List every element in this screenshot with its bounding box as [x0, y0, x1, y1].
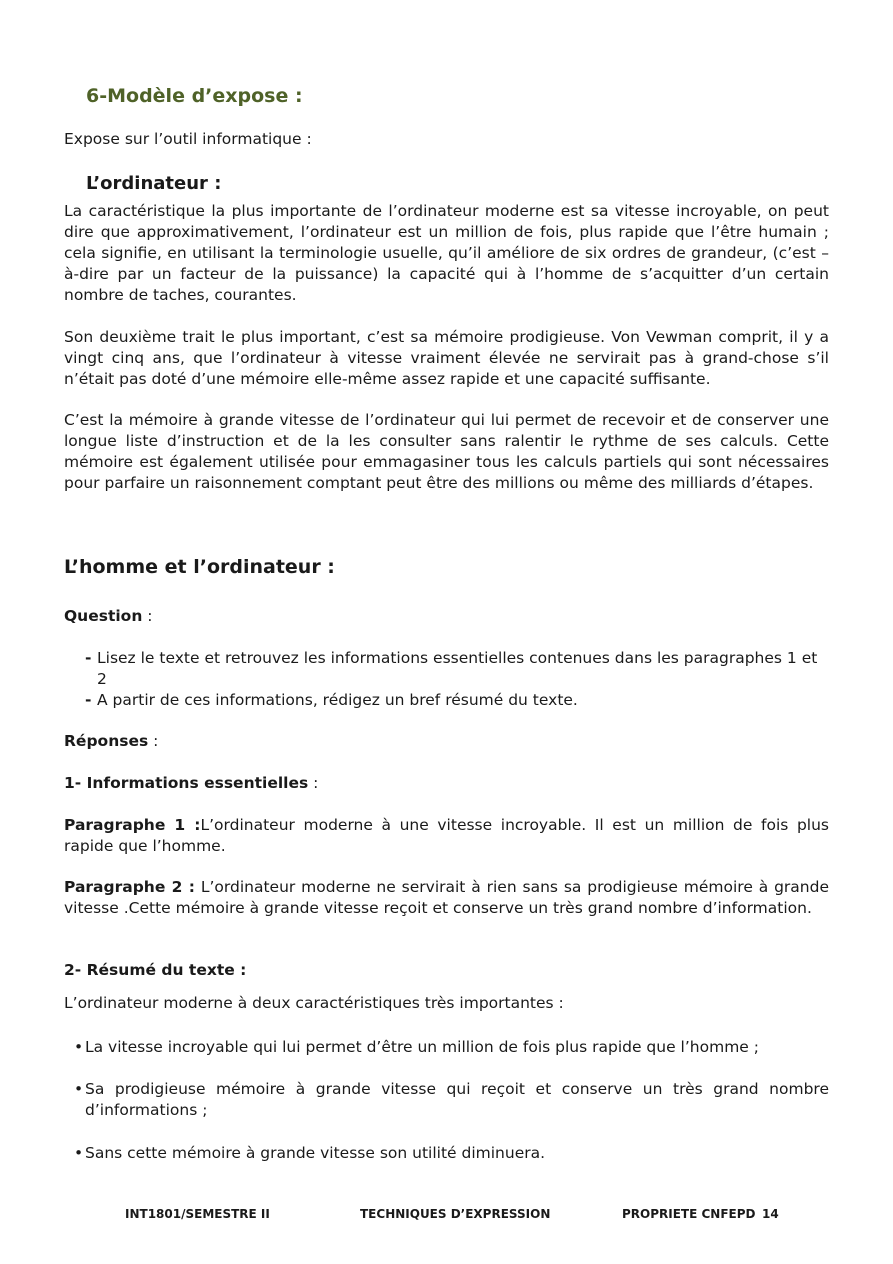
paragraph-3: C’est la mémoire à grande vitesse de l’ordinateur qui lui permet de recevoir et de conserver une longue liste d’instruction et de la les consulter sans ralentir le rythme de ses calculs. Cette mémoire est également utilisée pour emmagasiner tous les calculs partiels qui sont nécessaires pour parfaire un raisonnement comptant peut être des millions ou même des milliards d’étapes. [64, 411, 829, 492]
info-paragraph-1 [64, 815, 829, 857]
answers-heading [64, 731, 158, 752]
summary-item [74, 1143, 829, 1164]
bullet-marker: • [74, 1038, 84, 1056]
question-list [85, 648, 829, 711]
section2-title: L’homme et l’ordinateur : [64, 556, 335, 578]
summary-intro: L’ordinateur moderne à deux caractéristiques très importantes : [64, 994, 564, 1012]
info-heading [64, 773, 318, 794]
summary-item [74, 1037, 829, 1058]
question-text: A partir de ces informations, rédigez un bref résumé du texte. [97, 691, 578, 709]
question-item [85, 690, 829, 711]
para1-text: L’ordinateur moderne à une vitesse incroyable. Il est un million de fois plus rapide que l’homme. [64, 816, 829, 855]
info-paragraph-2 [64, 877, 829, 919]
subtitle-ordinateur: L’ordinateur : [86, 173, 222, 194]
summary-label: 2- Résumé du texte : [64, 961, 247, 979]
summary-text: Sans cette mémoire à grande vitesse son utilité diminuera. [85, 1144, 546, 1162]
footer-owner: PROPRIETE CNFEPD [622, 1207, 756, 1221]
dash-marker: - [85, 691, 92, 709]
para2-label: Paragraphe 2 : [64, 878, 195, 896]
paragraph-1: La caractéristique la plus importante de l’ordinateur moderne est sa vitesse incroyable, on peut dire que approximativement, l’ordinateur est un million de fois, plus rapide que l’être humain ; cela signifie, en utilisant la terminologie usuelle, qu’il améliore de six ordres de grandeur, (c’est –à-dire par un facteur de la puissance) la capacité qui à l’homme de s’acquitter d’un certain nombre de taches, courantes. [64, 202, 829, 304]
section-title: 6-Modèle d’expose : [86, 85, 303, 107]
intro-line: Expose sur l’outil informatique : [64, 130, 312, 148]
question-colon: : [142, 607, 153, 625]
bullet-marker: • [74, 1144, 84, 1162]
summary-heading [64, 960, 246, 981]
question-label: Question [64, 607, 143, 625]
bullet-marker: • [74, 1080, 84, 1098]
dash-marker: - [85, 649, 92, 667]
answers-label: Réponses [64, 732, 149, 750]
paragraph-2: Son deuxième trait le plus important, c’est sa mémoire prodigieuse. Von Vewman comprit, il y a vingt cinq ans, que l’ordinateur à vitesse vraiment élevée ne servirait pas à grand-chose s’il n’était pas doté d’une mémoire elle-même assez rapide et une capacité suffisante. [64, 328, 829, 388]
summary-text: Sa prodigieuse mémoire à grande vitesse qui reçoit et conserve un très grand nombre d’informations ; [85, 1080, 829, 1119]
para2-text: L’ordinateur moderne ne servirait à rien sans sa prodigieuse mémoire à grande vitesse .Cette mémoire à grande vitesse reçoit et conserve un très grand nombre d’information. [64, 878, 829, 917]
info-colon: : [308, 774, 319, 792]
summary-item [74, 1079, 829, 1121]
footer-course: INT1801/SEMESTRE II [125, 1207, 270, 1221]
question-item [85, 648, 829, 690]
question-text: Lisez le texte et retrouvez les informations essentielles contenues dans les paragraphes 1 et 2 [97, 649, 818, 688]
summary-text: La vitesse incroyable qui lui permet d’être un million de fois plus rapide que l’homme ; [85, 1038, 759, 1056]
para1-label: Paragraphe 1 : [64, 816, 201, 834]
question-heading [64, 606, 153, 627]
info-label: 1- Informations essentielles [64, 774, 309, 792]
answers-colon: : [148, 732, 159, 750]
footer-subject: TECHNIQUES D’EXPRESSION [360, 1207, 551, 1221]
footer-page-number: 14 [762, 1207, 779, 1221]
